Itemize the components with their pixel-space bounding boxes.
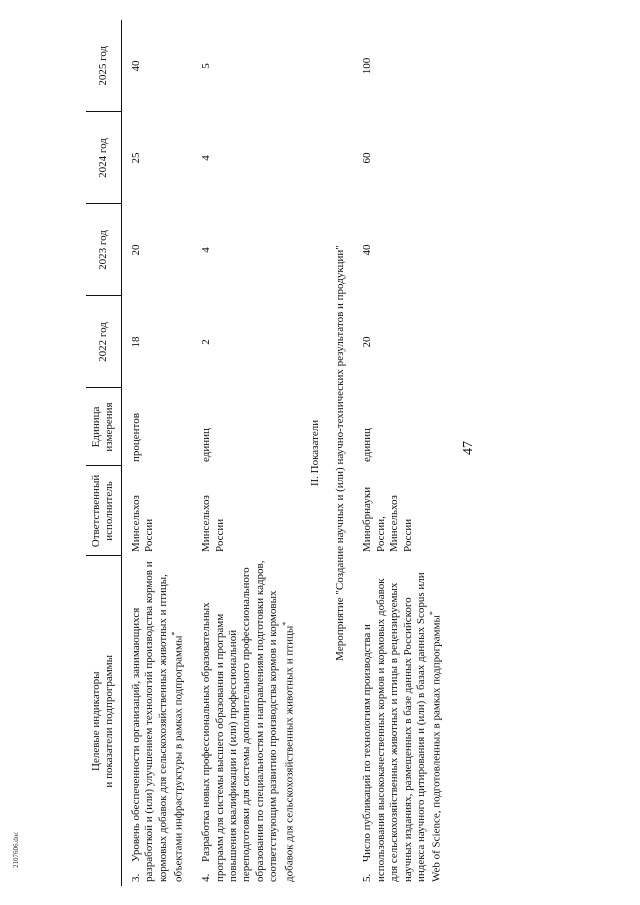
event-title: Мероприятие "Создание научных и (или) научно-технических результатов и продукции" xyxy=(334,245,346,661)
value-2024: 4 xyxy=(200,155,213,161)
row-executor: Минсельхоз России xyxy=(200,495,226,552)
row-indicator xyxy=(192,556,303,886)
page-number: 47 xyxy=(461,441,476,455)
header-2025: 2025 год xyxy=(86,20,121,112)
table-header-row xyxy=(86,20,121,886)
section-heading-row xyxy=(303,20,328,886)
indicator-text: Уровень обеспеченности организаций, занимающихся разработкой и (или) улучшением технологий производства кормов и кормовых добавок для сельскохозяйственных животных и птицы, объектами инфраструктуры в рамках подпрограммы xyxy=(129,561,185,882)
value-2025: 40 xyxy=(129,60,142,72)
header-executor: Ответственный исполнитель xyxy=(86,466,121,556)
header-2022: 2022 год xyxy=(86,296,121,388)
value-2023: 40 xyxy=(361,244,374,256)
footnote-star: * xyxy=(170,631,180,636)
value-2025: 5 xyxy=(200,63,213,69)
value-2023: 20 xyxy=(129,244,142,256)
indicators-table xyxy=(86,20,451,886)
header-indicator: Целевые индикаторы и показатели подпрограммы xyxy=(86,556,121,886)
table-row xyxy=(353,20,450,886)
value-2025: 100 xyxy=(361,57,374,75)
row-unit: единиц xyxy=(200,428,213,462)
footer-code: 2107606.doc xyxy=(12,831,20,868)
value-2024: 60 xyxy=(361,152,374,164)
header-unit: Единица измерения xyxy=(86,388,121,466)
header-2024: 2024 год xyxy=(86,112,121,204)
value-2023: 4 xyxy=(200,247,213,253)
row-number: 3. xyxy=(129,873,142,882)
document-sheet xyxy=(86,20,616,886)
row-executor: Минсельхоз России xyxy=(129,495,156,552)
value-2024: 25 xyxy=(129,152,142,164)
footnote-star: * xyxy=(428,611,438,616)
row-number: 5. xyxy=(361,873,374,882)
row-unit: процентов xyxy=(129,413,142,462)
row-unit: единиц xyxy=(361,428,374,462)
rotated-table-container xyxy=(86,20,616,886)
indicator-text: Разработка новых профессиональных образовательных программ для системы высшего образования и программ повышения квалификации и (или) профессиональной переподготовки для системы дополнительного профессионального образования по специальностям и направлениям подготовки кадров, соответствующим развитию производства кормов и кормовых добавок для сельскохозяйственных животных и птицы xyxy=(200,560,296,882)
row-indicator xyxy=(353,556,450,886)
row-indicator xyxy=(121,556,192,886)
header-2023: 2023 год xyxy=(86,204,121,296)
event-heading-row xyxy=(328,20,353,886)
row-number: 4. xyxy=(200,873,213,882)
indicator-text: Число публикаций по технологиям производства и использования высококачественных кормов и кормовых добавок для сельскохозяйственных животных и птицы в рецензируемых научных изданиях, размещенных в базе данных Российского индекса научного цитирования и (или) в базах данных Scopus или Web of Science, подготовленных в рамках подпрограммы xyxy=(361,572,444,882)
table-row xyxy=(121,20,192,886)
value-2022: 2 xyxy=(200,339,213,345)
value-2022: 18 xyxy=(129,336,142,348)
value-2022: 20 xyxy=(361,336,374,348)
section-title: II. Показатели xyxy=(308,419,321,487)
footnote-star: * xyxy=(280,621,290,626)
table-row xyxy=(192,20,303,886)
row-executor: Минобрнауки России, Минсельхоз России xyxy=(361,486,414,552)
